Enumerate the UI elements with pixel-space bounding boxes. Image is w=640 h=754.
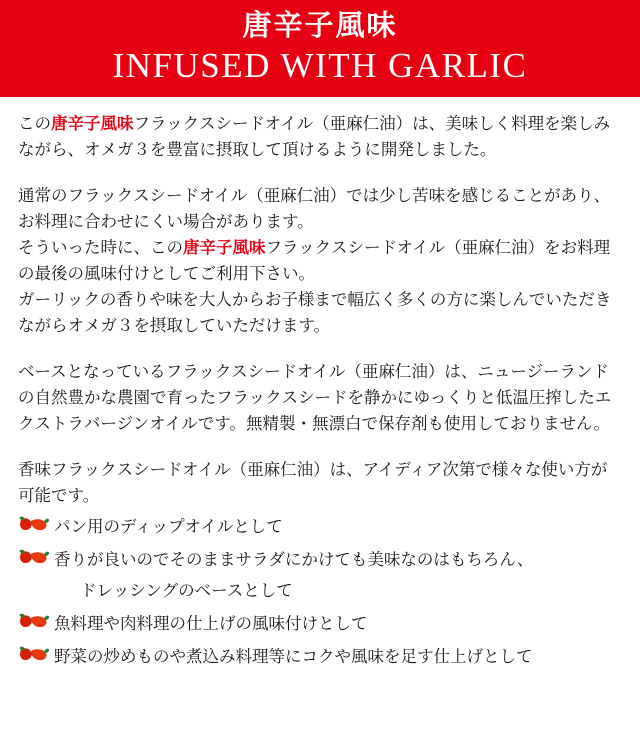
- usage-list-item-label: 野菜の炒めものや煮込み料理等にコクや風味を足す仕上げとして: [54, 647, 533, 666]
- chili-pepper-icon: [18, 516, 50, 538]
- paragraph-3-highlight: 唐辛子風味: [183, 238, 266, 257]
- usage-list-item-continuation: [18, 577, 622, 604]
- paragraph-1-highlight: 唐辛子風味: [51, 114, 134, 133]
- chili-pepper-icon: [18, 549, 50, 571]
- paragraph-3: [18, 235, 622, 287]
- paragraph-3-post: フラックスシードオイル（亜麻仁油）をお料理の最後の風味付けとしてご利用下さい。: [18, 238, 611, 283]
- paragraph-3-pre: そういった時に、この: [18, 238, 183, 257]
- usage-list-item: [18, 643, 622, 670]
- usage-list: [18, 513, 622, 670]
- chili-pepper-icon: [18, 613, 50, 635]
- header-banner: [0, 0, 640, 97]
- paragraph-5: ベースとなっているフラックスシードオイル（亜麻仁油）は、ニュージーランドの自然豊かな農園で育ったフラックスシードを静かにゆっくりと低温圧搾したエクストラバージンオイルです。無精製・無漂白で保存剤も使用しておりません。: [18, 362, 612, 433]
- usage-list-item-label: パン用のディップオイルとして: [54, 517, 283, 536]
- paragraph-1-post: フラックスシードオイル（亜麻仁油）は、美味しく料理を楽しみながら、オメガ３を豊富に摂取して頂けるように開発しました。: [18, 114, 611, 159]
- banner-title-japanese: 唐辛子風味: [242, 8, 398, 42]
- usage-list-item-label: 香りが良いのでそのままサラダにかけても美味なのはもちろん、: [54, 550, 534, 569]
- chili-pepper-icon: [18, 646, 50, 668]
- usage-list-item: [18, 546, 622, 573]
- usage-list-item-label: ドレッシングのベースとして: [80, 581, 293, 600]
- usage-list-item: [18, 513, 622, 540]
- paragraph-1: [18, 111, 622, 163]
- usage-list-item: [18, 610, 622, 637]
- article-body: [0, 97, 640, 670]
- usage-list-item-label: 魚料理や肉料理の仕上げの風味付けとして: [54, 614, 368, 633]
- paragraph-6: 香味フラックスシードオイル（亜麻仁油）は、アイディア次第で様々な使い方が可能です。: [18, 460, 608, 505]
- banner-title-english: INFUSED WITH GARLIC: [112, 46, 528, 85]
- paragraph-2: 通常のフラックスシードオイル（亜麻仁油）では少し苦味を感じることがあり、お料理に合わせにくい場合があります。: [18, 186, 611, 231]
- paragraph-1-pre: この: [18, 114, 51, 133]
- paragraph-4: ガーリックの香りや味を大人からお子様まで幅広く多くの方に楽しんでいただきながらオメガ３を摂取していただけます。: [18, 290, 612, 335]
